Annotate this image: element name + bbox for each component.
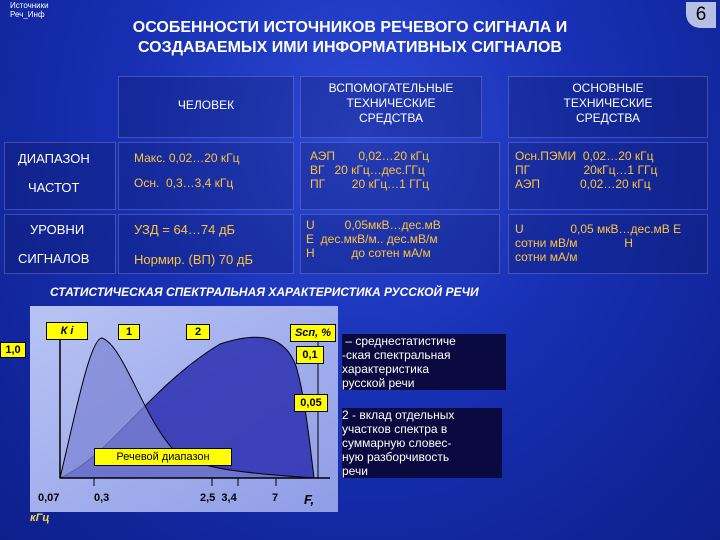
legend-text-2: 2 - вклад отдельных участков спектра в суммарную словес- ную разборчивость речи — [342, 408, 502, 478]
curve-2-label: 2 — [186, 324, 210, 340]
curve-1-label: 1 — [118, 324, 140, 340]
row2-main-values: U 0,05 мкВ…дес.мВ Е сотни мВ/м Н сотни мА/м — [515, 222, 682, 264]
row2-label-line2: СИГНАЛОВ — [18, 251, 90, 266]
corner-line-2: Реч_Инф — [10, 10, 45, 19]
title-line-1: ОСОБЕННОСТИ ИСТОЧНИКОВ РЕЧЕВОГО СИГНАЛА И — [132, 19, 568, 36]
corner-caption — [10, 1, 49, 19]
legend-curve-1 — [342, 334, 506, 390]
section-title: СТАТИСТИЧЕСКАЯ СПЕКТРАЛЬНАЯ ХАРАКТЕРИСТИКА РУССКОЙ РЕЧИ — [50, 285, 479, 299]
row2-human-norm: Нормир. (ВП) 70 дБ — [134, 252, 253, 267]
row1-main-values: Осн.ПЭМИ 0,02…20 кГц ПГ 20кГц…1 ГГц АЭП 0,02…20 кГц — [515, 149, 658, 191]
slide-title — [70, 18, 630, 58]
row2-label-line1: УРОВНИ — [30, 222, 85, 237]
row1-aux-values: АЭП 0,02…20 кГц ВГ 20 кГц…дес.ГГц ПГ 20 кГц…1 ГГц — [310, 149, 429, 191]
slide-number: 6 — [686, 2, 716, 28]
legend-curve-2 — [342, 408, 502, 478]
main-column-header: ОСНОВНЫЕ ТЕХНИЧЕСКИЕ СРЕДСТВА — [563, 81, 653, 125]
legend-text-1: – среднестатистиче -ская спектральная характеристика русской речи — [342, 334, 506, 390]
row1-label-line2: ЧАСТОТ — [28, 180, 80, 195]
ki-label: К i — [46, 322, 88, 340]
row2-human-ud: УЗД = 64…74 дБ — [134, 222, 236, 237]
x-tick-label-0-3: 0,3 — [94, 492, 110, 504]
x-tick-label-7: 7 — [272, 492, 279, 504]
row1-label-line1: ДИАПАЗОН — [18, 151, 90, 166]
y-left-tick: 1,0 — [0, 342, 26, 358]
human-column-header: ЧЕЛОВЕК — [177, 98, 235, 112]
corner-line-1: Источники — [10, 1, 49, 10]
s-percent-label: Scп, % — [290, 324, 336, 342]
title-line-2: СОЗДАВАЕМЫХ ИМИ ИНФОРМАТИВНЫХ СИГНАЛОВ — [138, 39, 562, 56]
y-right-tick-mid: 0,05 — [294, 394, 328, 412]
aux-column-header: ВСПОМОГАТЕЛЬНЫЕ ТЕХНИЧЕСКИЕ СРЕДСТВА — [328, 81, 454, 125]
x-tick-label-2-5-3-4: 2,5 3,4 — [200, 492, 237, 504]
x-tick-label-0-07: 0,07 — [38, 492, 60, 504]
row1-human-main: Осн. 0,3…3,4 кГц — [134, 176, 234, 190]
speech-band-label: Речевой диапазон — [94, 448, 232, 466]
x-axis-label: F, — [304, 492, 315, 507]
y-right-tick-top: 0,1 — [296, 346, 324, 364]
row1-human-max: Макс. 0,02…20 кГц — [134, 151, 240, 165]
row2-aux-values: U 0,05мкВ…дес.мВ Е дес.мкВ/м.. дес.мВ/м Н до сотен мА/м — [306, 218, 441, 260]
x-axis-unit: кГц — [30, 512, 50, 524]
